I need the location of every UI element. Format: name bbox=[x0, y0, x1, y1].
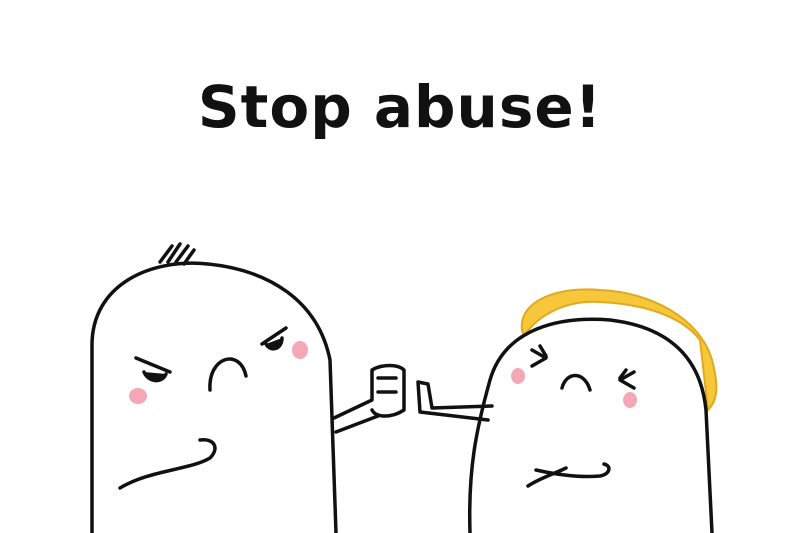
right-hair bbox=[522, 289, 717, 410]
left-blush-left bbox=[129, 388, 147, 404]
right-character bbox=[418, 289, 716, 533]
left-character bbox=[92, 244, 404, 533]
headline-text: Stop abuse! bbox=[197, 73, 603, 141]
left-body-outline bbox=[92, 263, 336, 533]
left-mouth bbox=[210, 359, 246, 390]
left-lower-arm bbox=[120, 440, 215, 488]
right-blush-right bbox=[623, 392, 637, 408]
right-body-outline bbox=[470, 319, 712, 533]
right-hands bbox=[528, 464, 609, 486]
left-brow-left bbox=[136, 358, 170, 372]
left-eye-left bbox=[144, 372, 166, 381]
left-blush-right bbox=[292, 341, 308, 359]
right-mouth bbox=[562, 376, 590, 391]
left-hair-tuft bbox=[160, 244, 194, 264]
right-blush-left bbox=[511, 368, 525, 384]
